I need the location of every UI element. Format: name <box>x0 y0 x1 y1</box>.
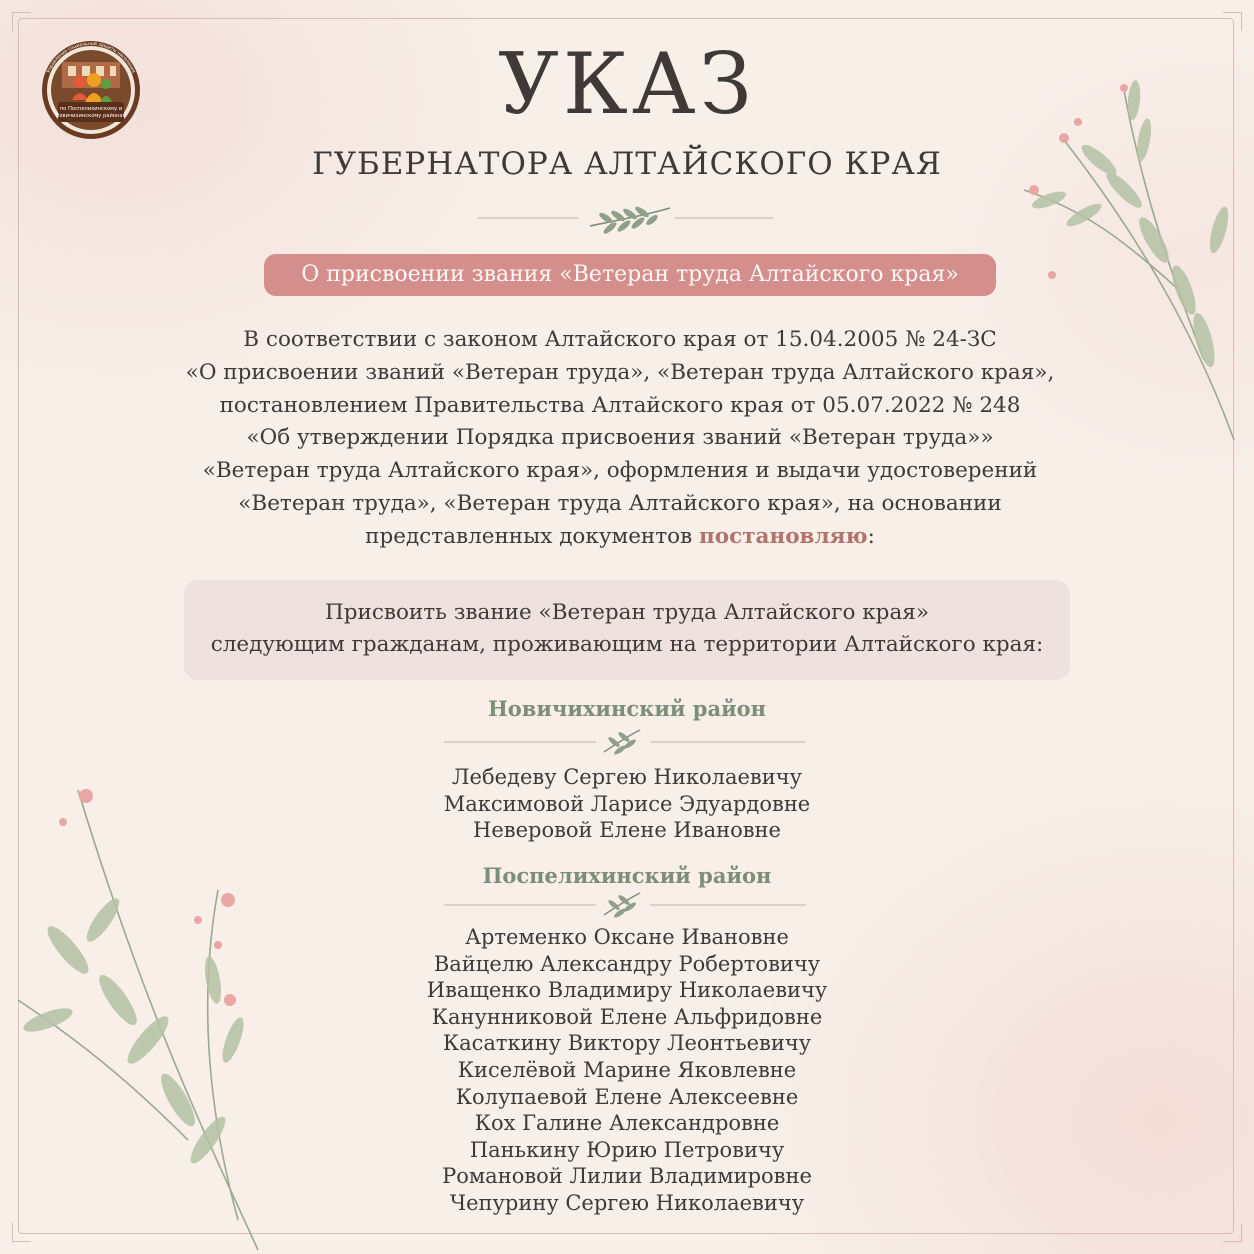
decree-keyword: постановляю <box>699 523 868 549</box>
resolution-line: Присвоить звание «Ветеран труда Алтайского края» <box>325 600 929 625</box>
preamble-line: «О присвоении званий «Ветеран труда», «Ветеран труда Алтайского края», <box>185 359 1055 385</box>
decree-title: УКАЗ <box>498 35 756 133</box>
list-item: Кох Галине Александровне <box>474 1111 780 1136</box>
preamble-prefix: представленных документов <box>365 523 700 549</box>
list-item: Канунниковой Елене Альфридовне <box>431 1004 823 1029</box>
list-item: Чепурину Сергею Николаевичу <box>449 1190 805 1215</box>
resolution-line: следующим гражданам, проживающим на территории Алтайского края: <box>210 632 1044 657</box>
frame-corner <box>1223 12 1242 31</box>
preamble-line: постановлением Правительства Алтайского края от 05.07.2022 № 248 <box>219 392 1021 418</box>
logo-text-line: по Поспелихинскому и <box>59 106 123 112</box>
laurel-divider-icon <box>444 889 806 919</box>
list-item: Лебедеву Сергею Николаевичу <box>452 765 802 789</box>
list-item: Романовой Лилии Владимировне <box>442 1164 812 1189</box>
preamble-line: «Ветеран труда», «Ветеран труда Алтайского края», на основании <box>238 490 1002 516</box>
list-item: Панькину Юрию Петровичу <box>469 1137 785 1162</box>
list-item: Артеменко Оксане Ивановне <box>465 925 789 949</box>
preamble-last-line <box>150 521 1090 554</box>
recipient-list <box>300 764 954 844</box>
frame-corner <box>12 12 31 31</box>
preamble-line: «Ветеран труда Алтайского края», оформления и выдачи удостоверений <box>202 458 1038 484</box>
list-item: Иващенко Владимиру Николаевичу <box>426 978 828 1003</box>
preamble-line: В соответствии с законом Алтайского края от 15.04.2005 № 24-ЗС <box>243 327 997 352</box>
list-item: Киселёвой Марине Яковлевне <box>457 1057 797 1082</box>
laurel-divider-icon <box>478 200 774 236</box>
resolution-box <box>184 580 1070 680</box>
list-item: Касаткину Виктору Леонтьевичу <box>442 1031 812 1056</box>
list-item: Неверовой Елене Ивановне <box>473 818 781 843</box>
list-item: Максимовой Ларисе Эдуардовне <box>443 791 811 816</box>
district-heading: Новичихинский район <box>487 696 767 721</box>
list-item: Вайцелю Александру Робертовичу <box>433 951 821 976</box>
logo-arc-text: Управление социальной защиты населения <box>46 41 136 75</box>
list-item: Колупаевой Елене Алексеевне <box>455 1084 799 1109</box>
recipient-list <box>300 924 954 1217</box>
preamble-line: «Об утверждении Порядка присвоения званий «Ветеран труда»» <box>246 425 994 451</box>
preamble-suffix: : <box>867 523 875 549</box>
frame-corner <box>1223 1223 1242 1242</box>
decree-topic-badge: О присвоении звания «Ветеран труда Алтайского края» <box>264 254 996 296</box>
decree-subtitle: ГУБЕРНАТОРА АЛТАЙСКОГО КРАЯ <box>312 146 942 182</box>
logo-text-line: Новичихинскому районам <box>55 113 127 119</box>
laurel-divider-icon <box>444 726 806 756</box>
floral-sprig-icon <box>8 780 288 1250</box>
district-heading: Поспелихинский район <box>482 863 772 888</box>
decree-preamble <box>150 324 1090 554</box>
